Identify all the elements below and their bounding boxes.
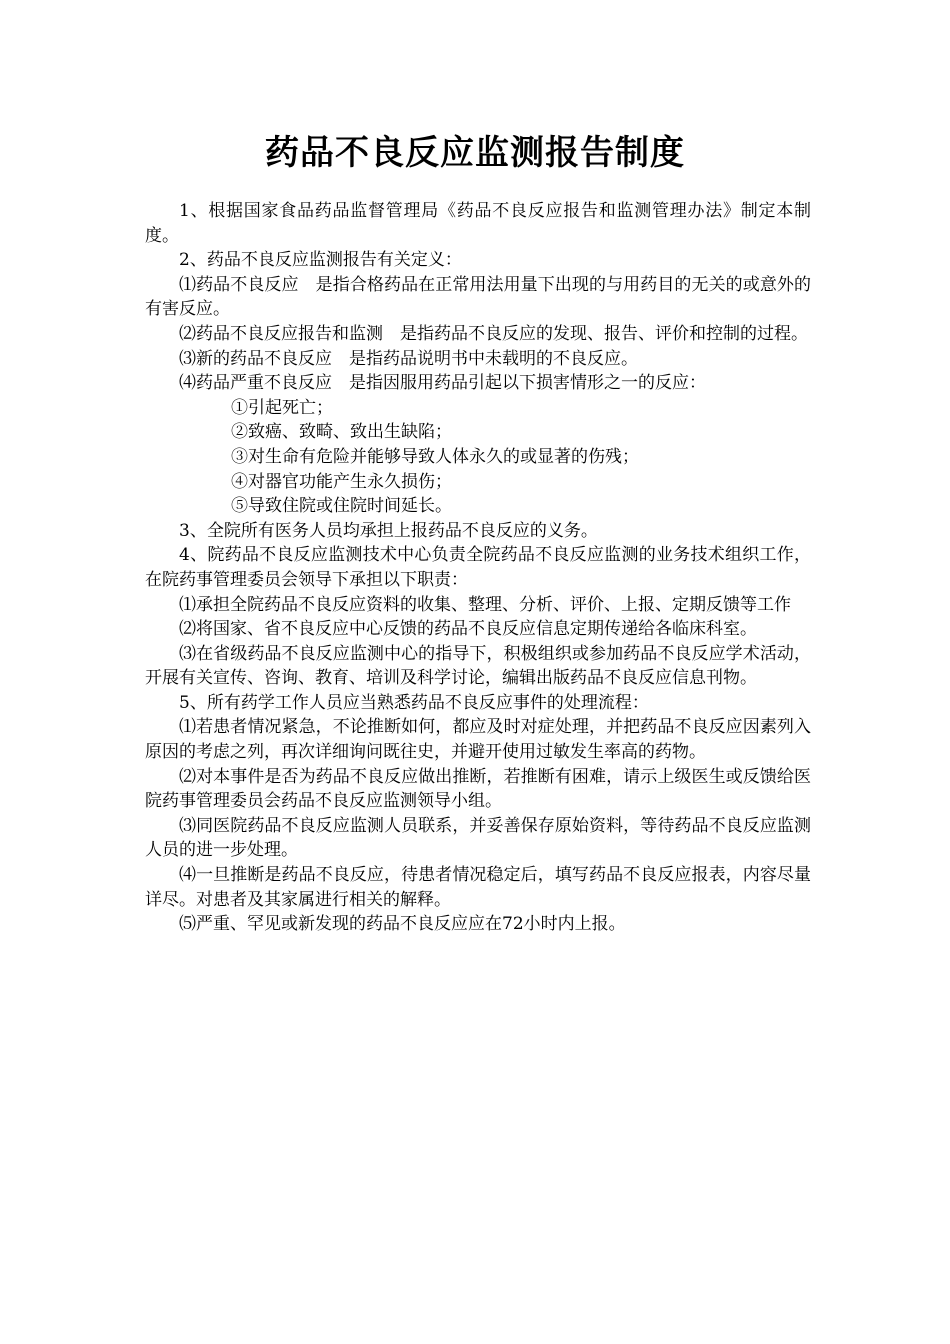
list-item: ⑤导致住院或住院时间延长。 [231, 496, 452, 517]
paragraph: 4、院药品不良反应监测技术中心负责全院药品不良反应监测的业务技术组织工作，在院药事管理委员会领导下承担以下职责： [145, 545, 811, 590]
list-item: ①引起死亡； [231, 397, 333, 418]
paragraph: 1、根据国家食品药品监督管理局《药品不良反应报告和监测管理办法》制定本制度。 [145, 201, 811, 246]
list-item: ②致癌、致畸、致出生缺陷； [231, 422, 452, 443]
paragraph: ⑵对本事件是否为药品不良反应做出推断，若推断有困难，请示上级医生或反馈给医院药事管理委员会药品不良反应监测领导小组。 [145, 766, 811, 812]
paragraph: 2、药品不良反应监测报告有关定义： [179, 250, 462, 271]
list-item: ③对生命有危险并能够导致人体永久的或显著的伤残； [231, 446, 639, 467]
paragraph: ⑷药品严重不良反应 是指因服用药品引起以下损害情形之一的反应： [179, 373, 706, 394]
paragraph: 5、所有药学工作人员应当熟悉药品不良反应事件的处理流程： [179, 692, 649, 713]
paragraph: ⑸严重、罕见或新发现的药品不良反应应在72小时内上报。 [179, 914, 626, 935]
paragraph: ⑶新的药品不良反应 是指药品说明书中未载明的不良反应。 [179, 348, 638, 369]
paragraph: ⑴承担全院药品不良反应资料的收集、整理、分析、评价、上报、定期反馈等工作 [179, 594, 791, 615]
paragraph: ⑴若患者情况紧急，不论推断如何，都应及时对症处理，并把药品不良反应因素列入原因的考虑之列，再次详细询问既往史，并避开使用过敏发生率高的药物。 [145, 717, 811, 763]
paragraph: 3、全院所有医务人员均承担上报药品不良反应的义务。 [179, 520, 598, 541]
paragraph: ⑵将国家、省不良反应中心反馈的药品不良反应信息定期传递给各临床科室。 [179, 619, 757, 640]
paragraph: ⑷一旦推断是药品不良反应，待患者情况稳定后，填写药品不良反应报表，内容尽量详尽。对患者及其家属进行相关的解释。 [145, 865, 811, 910]
paragraph: ⑶同医院药品不良反应监测人员联系，并妥善保存原始资料，等待药品不良反应监测人员的进一步处理。 [145, 815, 811, 861]
list-item: ④对器官功能产生永久损伤； [231, 471, 452, 492]
document-body [145, 199, 811, 937]
document-title: 药品不良反应监测报告制度 [265, 133, 685, 173]
paragraph: ⑵药品不良反应报告和监测 是指药品不良反应的发现、报告、评价和控制的过程。 [179, 323, 808, 344]
paragraph: ⑶在省级药品不良反应监测中心的指导下，积极组织或参加药品不良反应学术活动，开展有关宣传、咨询、教育、培训及科学讨论，编辑出版药品不良反应信息刊物。 [145, 643, 811, 689]
paragraph: ⑴药品不良反应 是指合格药品在正常用法用量下出现的与用药目的无关的或意外的有害反应。 [145, 274, 811, 320]
